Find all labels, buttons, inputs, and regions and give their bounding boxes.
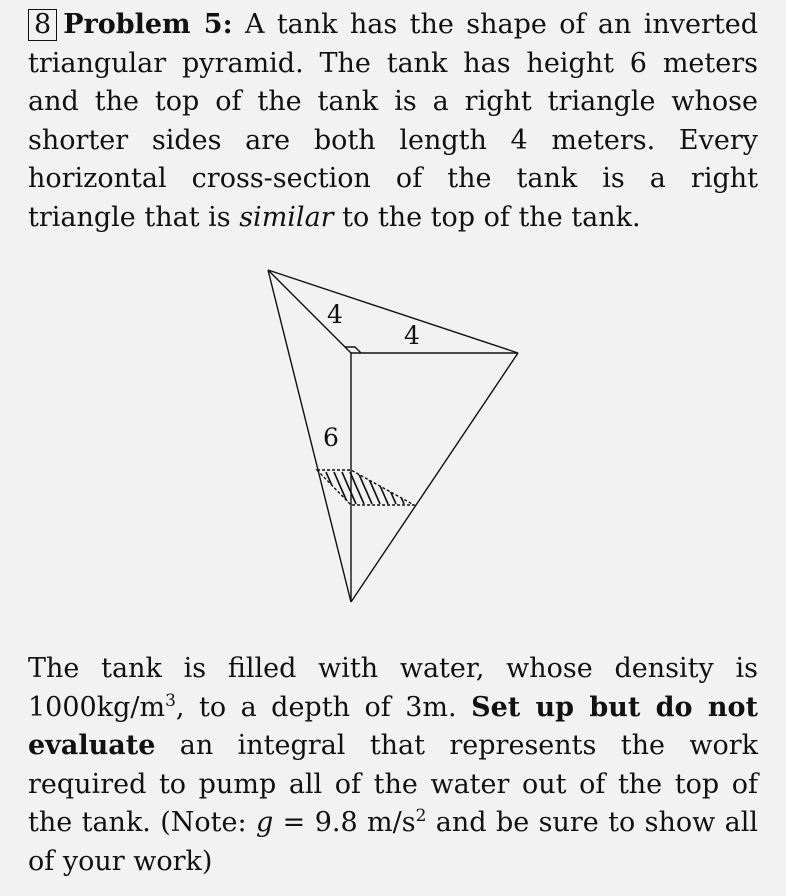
problem-title: Problem 5: xyxy=(63,9,233,40)
question-text xyxy=(28,650,758,882)
problem-emphasis: similar xyxy=(239,201,334,233)
top-edge-back xyxy=(268,270,518,353)
question-part2: , to a depth of 3m. xyxy=(175,691,472,723)
problem-number-box: 8 xyxy=(28,9,57,41)
label-left-top: 4 xyxy=(327,300,343,329)
problem-text-part2: to the top of the tank. xyxy=(333,201,641,233)
question-part4: = 9.8 m/s xyxy=(273,807,416,839)
problem-text-part1: A tank has the shape of an inverted triangular pyramid. The tank has height 6 meters and the top of the tank is a right triangle whose shorter sides are both length 4 meters. Every horizontal cross-section of the tank is a right triangle that is xyxy=(28,9,758,233)
label-right-top: 4 xyxy=(404,321,420,350)
question-bold: Set up but do not evaluate xyxy=(28,691,758,762)
exponent-2: 2 xyxy=(415,806,427,827)
exponent-1: 3 xyxy=(165,690,176,711)
right-slant-edge xyxy=(351,353,518,602)
question-part3: an integral that represents the work required to pump all of the water out of the top of the tank. (Note: xyxy=(28,730,758,839)
water-cross-section xyxy=(317,470,414,505)
var-g: g xyxy=(256,807,274,839)
question-part1: The tank is filled with water, whose density is 1000kg/m xyxy=(28,653,758,723)
question-part5: and be sure to show all of your work) xyxy=(28,807,758,877)
label-height: 6 xyxy=(323,423,339,452)
